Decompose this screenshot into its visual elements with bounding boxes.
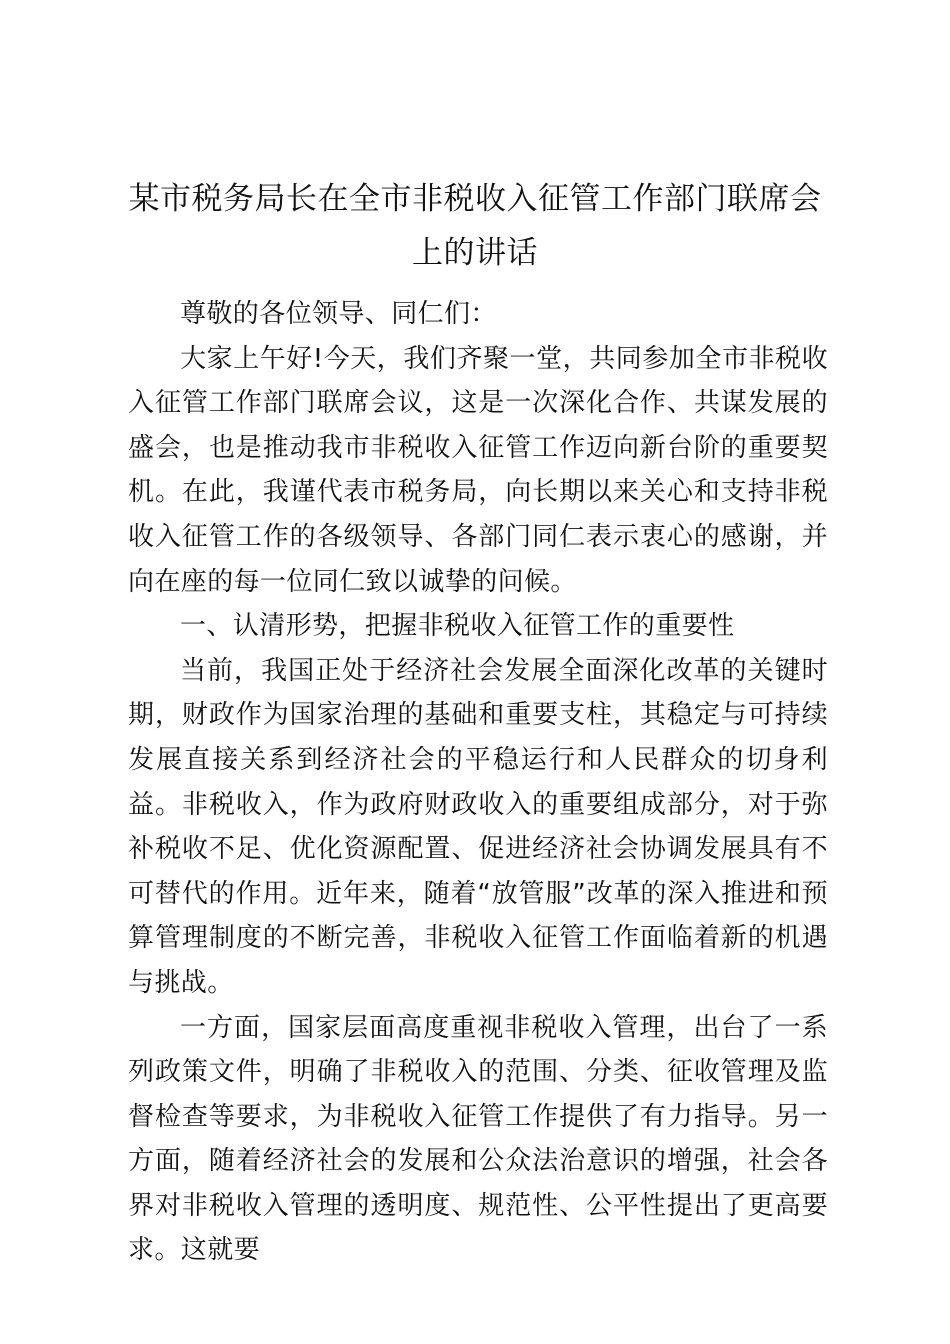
paragraph-situation: 当前，我国正处于经济社会发展全面深化改革的关键时期，财政作为国家治理的基础和重要支柱，其稳定与可持续发展直接关系到经济社会的平稳运行和人民群众的切身利益。非税收入，作为政府财政收入的重要组成部分，对于弥补税收不足、优化资源配置、促进经济社会协调发展具有不可替代的作用。近年来，随着“放管服”改革的深入推进和预算管理制度的不断完善，非税收入征管工作面临着新的机遇与挑战。	[128, 655, 828, 998]
paragraph-policy: 一方面，国家层面高度重视非税收入管理，出台了一系列政策文件，明确了非税收入的范围、分类、征收管理及监督检查等要求，为非税收入征管工作提供了有力指导。另一方面，随着经济社会的发展和公众法治意识的增强，社会各界对非税收入管理的透明度、规范性、公平性提出了更高要求。这就要	[128, 1012, 828, 1266]
document-title: 某市税务局长在全市非税收入征管工作部门联席会上的讲话	[128, 181, 822, 271]
paragraph-opening: 大家上午好!今天，我们齐聚一堂，共同参加全市非税收入征管工作部门联席会议，这是一次深化合作、共谋发展的盛会，也是推动我市非税收入征管工作迈向新台阶的重要契机。在此，我谨代表市税务局，向长期以来关心和支持非税收入征管工作的各级领导、各部门同仁表示衷心的感谢，并向在座的每一位同仁致以诚挚的问候。	[128, 343, 828, 597]
section-heading-1: 一、认清形势，把握非税收入征管工作的重要性	[180, 611, 735, 642]
salutation: 尊敬的各位领导、同仁们：	[180, 299, 497, 329]
document-body	[128, 292, 828, 1273]
